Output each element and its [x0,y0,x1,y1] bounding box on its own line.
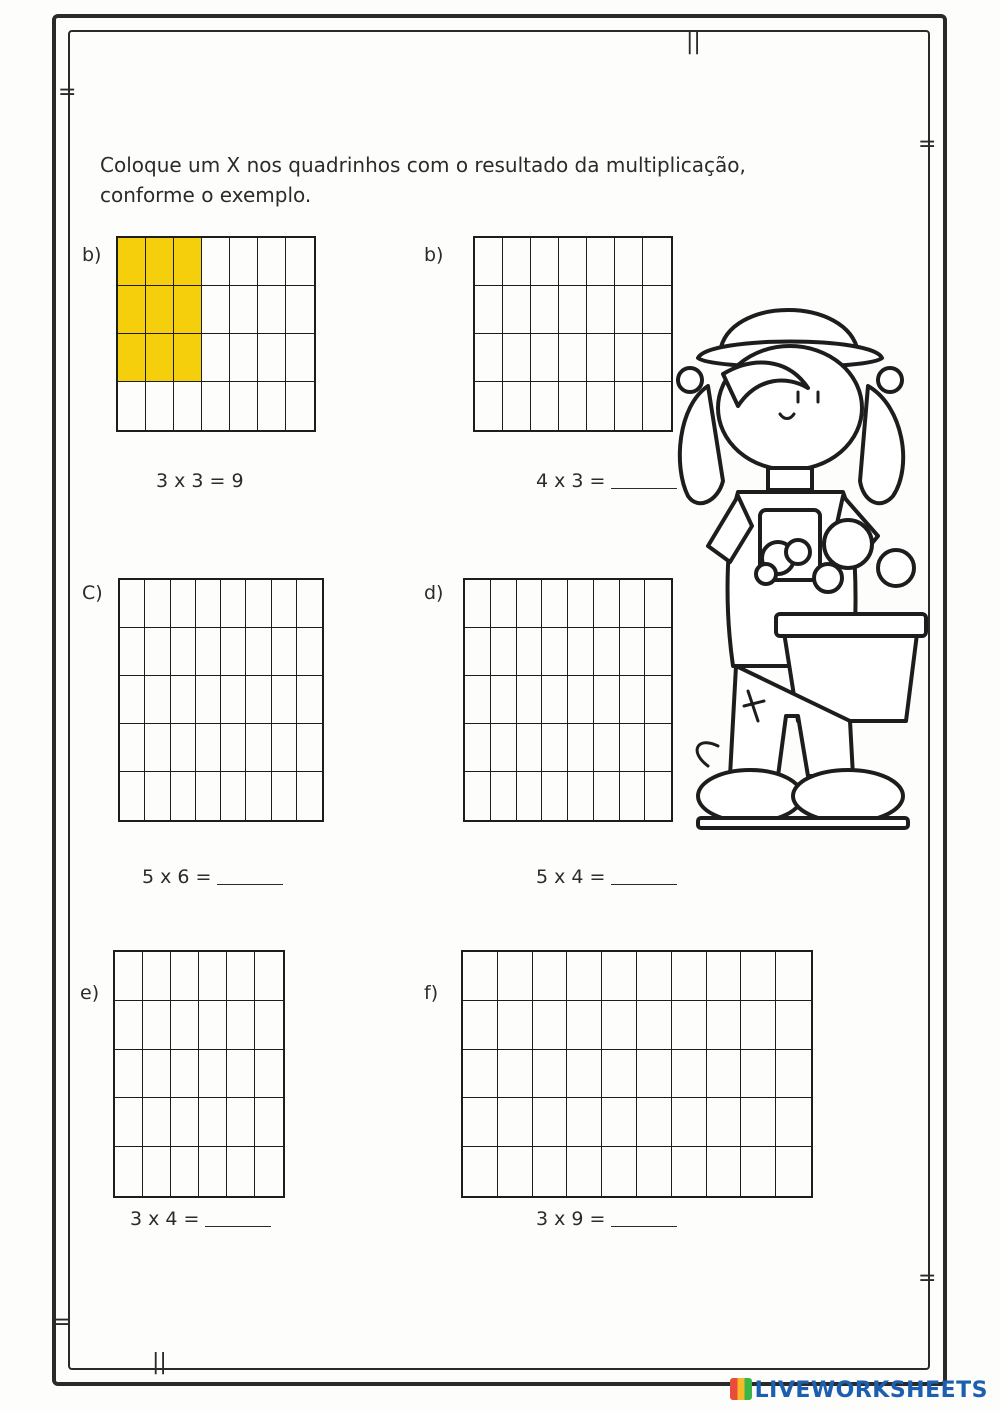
grid-cell[interactable] [115,1147,143,1196]
grid-cell[interactable] [258,382,286,430]
grid-cell[interactable] [602,1050,637,1099]
grid-cell[interactable] [171,724,196,772]
grid-cell[interactable] [246,580,271,628]
grid-cell[interactable] [503,238,531,286]
grid-cell[interactable] [475,382,503,430]
grid-cell[interactable] [227,1001,255,1050]
grid-cell[interactable] [120,676,145,724]
grid-cell[interactable] [171,628,196,676]
frame-tick-icon: = [918,132,937,157]
grid-cell[interactable] [196,628,221,676]
grid-cell[interactable] [517,580,543,628]
grid-cell[interactable] [531,286,559,334]
grid-cell[interactable] [559,286,587,334]
equation [156,470,244,492]
grid-cell[interactable] [255,1147,283,1196]
grid-cell[interactable] [120,628,145,676]
grid-cell[interactable] [602,1147,637,1196]
grid-cell[interactable] [118,334,146,382]
grid-cell[interactable] [542,676,568,724]
grid-cell[interactable] [227,1098,255,1147]
grid-cell[interactable] [174,286,202,334]
equation [536,1208,677,1230]
grid-cell[interactable] [174,238,202,286]
grid-cell[interactable] [199,1001,227,1050]
equation-text: 3 x 4 = [130,1208,200,1230]
grid-cell[interactable] [567,1098,602,1147]
exercise-label: b) [424,244,444,266]
grid-cell[interactable] [491,676,517,724]
grid-cell[interactable] [637,1050,672,1099]
grid-cell[interactable] [542,580,568,628]
grid-cell[interactable] [531,238,559,286]
grid-cell[interactable] [620,628,646,676]
grid-cell[interactable] [230,286,258,334]
grid-cell[interactable] [594,724,620,772]
exercise-label: C) [82,582,103,604]
grid-cell[interactable] [463,952,498,1001]
liveworksheets-logo[interactable] [730,1378,988,1403]
grid-cell[interactable] [542,628,568,676]
grid-cell[interactable] [637,1098,672,1147]
grid-cell[interactable] [776,1147,811,1196]
grid-cell[interactable] [286,334,314,382]
grid-cell[interactable] [776,1050,811,1099]
grid-cell[interactable] [202,334,230,382]
grid-cell[interactable] [227,1147,255,1196]
grid-cell[interactable] [741,1098,776,1147]
grid-cell[interactable] [171,952,199,1001]
grid-cell[interactable] [587,334,615,382]
grid-cell[interactable] [594,772,620,820]
grid-cell[interactable] [171,1147,199,1196]
grid-cell[interactable] [463,1147,498,1196]
grid-cell[interactable] [221,676,246,724]
grid-cell[interactable] [171,772,196,820]
grid-cell[interactable] [707,1098,742,1147]
grid-cell[interactable] [227,952,255,1001]
grid-cell[interactable] [776,1001,811,1050]
grid-cell[interactable] [202,382,230,430]
grid-cell[interactable] [741,952,776,1001]
grid-cell[interactable] [587,238,615,286]
grid-cell[interactable] [171,1001,199,1050]
equation [536,866,677,888]
grid-cell[interactable] [255,1001,283,1050]
multiplication-grid[interactable] [118,578,324,822]
grid-cell[interactable] [741,1147,776,1196]
multiplication-grid[interactable] [113,950,285,1198]
grid-cell[interactable] [255,1050,283,1099]
girl-with-flower-pot-icon [668,296,938,856]
grid-cell[interactable] [286,286,314,334]
grid-cell[interactable] [272,676,297,724]
grid-cell[interactable] [143,1050,171,1099]
grid-cell[interactable] [255,1098,283,1147]
grid-cell[interactable] [463,1098,498,1147]
instruction-text [100,150,900,210]
grid-cell[interactable] [498,952,533,1001]
grid-cell[interactable] [491,772,517,820]
grid-cell[interactable] [517,724,543,772]
equation [142,866,283,888]
grid-cell[interactable] [643,382,671,430]
grid-cell[interactable] [672,1050,707,1099]
frame-tick-icon: = [918,1266,937,1291]
frame-tick-icon: || [686,30,701,55]
grid-cell[interactable] [199,1098,227,1147]
grid-cell[interactable] [146,334,174,382]
grid-cell[interactable] [567,1147,602,1196]
grid-cell[interactable] [568,676,594,724]
grid-cell[interactable] [174,382,202,430]
grid-cell[interactable] [230,382,258,430]
grid-cell[interactable] [594,676,620,724]
grid-cell[interactable] [568,628,594,676]
equation-text: 5 x 4 = [536,866,606,888]
grid-cell[interactable] [221,724,246,772]
grid-cell[interactable] [567,952,602,1001]
grid-cell[interactable] [297,628,322,676]
grid-cell[interactable] [145,580,170,628]
grid-cell[interactable] [587,286,615,334]
grid-cell[interactable] [118,238,146,286]
grid-cell[interactable] [672,1001,707,1050]
grid-cell[interactable] [171,676,196,724]
grid-cell[interactable] [297,676,322,724]
grid-cell[interactable] [118,382,146,430]
grid-cell[interactable] [567,1050,602,1099]
grid-cell[interactable] [707,1001,742,1050]
grid-cell[interactable] [199,952,227,1001]
grid-cell[interactable] [227,1050,255,1099]
grid-cell[interactable] [221,580,246,628]
grid-cell[interactable] [707,1147,742,1196]
grid-cell[interactable] [475,238,503,286]
grid-cell[interactable] [272,580,297,628]
brand-text: LIVEWORKSHEETS [754,1378,988,1403]
grid-cell[interactable] [118,286,146,334]
grid-cell[interactable] [542,724,568,772]
grid-cell[interactable] [465,628,491,676]
grid-cell[interactable] [533,1050,568,1099]
grid-cell[interactable] [145,772,170,820]
grid-cell[interactable] [297,772,322,820]
grid-cell[interactable] [637,952,672,1001]
equation-text: 3 x 9 = [536,1208,606,1230]
instruction-line-2: conforme o exemplo. [100,183,312,207]
grid-cell[interactable] [465,580,491,628]
equation-text: 5 x 6 = [142,866,212,888]
equation-text: 4 x 3 = [536,470,606,492]
grid-cell[interactable] [297,724,322,772]
grid-cell[interactable] [491,580,517,628]
grid-cell[interactable] [272,724,297,772]
grid-cell[interactable] [643,238,671,286]
grid-cell[interactable] [533,1147,568,1196]
grid-cell[interactable] [533,1098,568,1147]
grid-cell[interactable] [559,238,587,286]
answer-blank[interactable] [205,1208,271,1227]
grid-cell[interactable] [258,238,286,286]
grid-cell[interactable] [776,1098,811,1147]
grid-cell[interactable] [533,1001,568,1050]
grid-cell[interactable] [517,628,543,676]
grid-cell[interactable] [568,580,594,628]
equation-text: 3 x 3 = 9 [156,470,244,492]
frame-tick-icon: = [52,1310,71,1335]
grid-cell[interactable] [258,286,286,334]
grid-cell[interactable] [517,772,543,820]
grid-cell[interactable] [221,628,246,676]
grid-cell[interactable] [672,952,707,1001]
grid-cell[interactable] [230,334,258,382]
grid-cell[interactable] [531,382,559,430]
grid-cell[interactable] [615,286,643,334]
grid-cell[interactable] [517,676,543,724]
grid-cell[interactable] [221,772,246,820]
grid-cell[interactable] [741,1050,776,1099]
grid-cell[interactable] [115,952,143,1001]
grid-cell[interactable] [498,1098,533,1147]
grid-cell[interactable] [196,724,221,772]
grid-cell[interactable] [246,676,271,724]
grid-cell[interactable] [465,724,491,772]
grid-cell[interactable] [258,334,286,382]
grid-cell[interactable] [230,238,258,286]
grid-cell[interactable] [707,952,742,1001]
grid-cell[interactable] [465,772,491,820]
grid-cell[interactable] [615,238,643,286]
grid-cell[interactable] [594,628,620,676]
grid-cell[interactable] [202,238,230,286]
multiplication-grid[interactable] [461,950,813,1198]
grid-cell[interactable] [475,334,503,382]
multiplication-grid[interactable] [116,236,316,432]
grid-cell[interactable] [620,724,646,772]
grid-cell[interactable] [643,286,671,334]
grid-cell[interactable] [146,286,174,334]
grid-cell[interactable] [463,1050,498,1099]
grid-cell[interactable] [171,1050,199,1099]
grid-cell[interactable] [463,1001,498,1050]
exercise-label: b) [82,244,102,266]
grid-cell[interactable] [272,628,297,676]
grid-cell[interactable] [637,1001,672,1050]
grid-cell[interactable] [143,952,171,1001]
grid-cell[interactable] [707,1050,742,1099]
grid-cell[interactable] [741,1001,776,1050]
grid-cell[interactable] [559,382,587,430]
grid-cell[interactable] [171,580,196,628]
grid-cell[interactable] [533,952,568,1001]
grid-cell[interactable] [615,382,643,430]
grid-cell[interactable] [145,724,170,772]
grid-cell[interactable] [531,334,559,382]
grid-cell[interactable] [498,1050,533,1099]
grid-cell[interactable] [199,1050,227,1099]
grid-cell[interactable] [202,286,230,334]
grid-cell[interactable] [776,952,811,1001]
answer-blank[interactable] [217,866,283,885]
grid-cell[interactable] [567,1001,602,1050]
grid-cell[interactable] [568,724,594,772]
grid-cell[interactable] [246,772,271,820]
grid-cell[interactable] [602,1001,637,1050]
grid-cell[interactable] [196,580,221,628]
grid-cell[interactable] [475,286,503,334]
grid-cell[interactable] [171,1098,199,1147]
grid-cell[interactable] [145,676,170,724]
grid-cell[interactable] [297,580,322,628]
grid-cell[interactable] [503,382,531,430]
grid-cell[interactable] [143,1098,171,1147]
grid-cell[interactable] [145,628,170,676]
multiplication-grid[interactable] [473,236,673,432]
frame-tick-icon: = [58,80,77,105]
grid-cell[interactable] [246,628,271,676]
answer-blank[interactable] [611,866,677,885]
grid-cell[interactable] [115,1098,143,1147]
grid-cell[interactable] [672,1147,707,1196]
exercise-label: e) [80,982,100,1004]
grid-cell[interactable] [503,286,531,334]
grid-cell[interactable] [594,580,620,628]
grid-cell[interactable] [286,382,314,430]
liveworksheets-logo-icon [730,1378,752,1400]
grid-cell[interactable] [620,676,646,724]
grid-cell[interactable] [491,724,517,772]
grid-cell[interactable] [602,952,637,1001]
grid-cell[interactable] [559,334,587,382]
answer-blank[interactable] [611,1208,677,1227]
grid-cell[interactable] [542,772,568,820]
grid-cell[interactable] [498,1147,533,1196]
grid-cell[interactable] [174,334,202,382]
grid-cell[interactable] [637,1147,672,1196]
multiplication-grid[interactable] [463,578,673,822]
grid-cell[interactable] [615,334,643,382]
grid-cell[interactable] [602,1098,637,1147]
grid-cell[interactable] [672,1098,707,1147]
grid-cell[interactable] [255,952,283,1001]
grid-cell[interactable] [286,238,314,286]
frame-tick-icon: || [152,1350,167,1375]
grid-cell[interactable] [491,628,517,676]
grid-cell[interactable] [620,772,646,820]
grid-cell[interactable] [196,676,221,724]
grid-cell[interactable] [568,772,594,820]
grid-cell[interactable] [115,1050,143,1099]
exercise-label: f) [424,982,439,1004]
instruction-line-1: Coloque um X nos quadrinhos com o resultado da multiplicação, [100,153,746,177]
grid-cell[interactable] [146,382,174,430]
grid-cell[interactable] [498,1001,533,1050]
grid-cell[interactable] [199,1147,227,1196]
grid-cell[interactable] [272,772,297,820]
grid-cell[interactable] [143,1001,171,1050]
equation [536,470,677,492]
grid-cell[interactable] [246,724,271,772]
exercise-label: d) [424,582,444,604]
grid-cell[interactable] [146,238,174,286]
grid-cell[interactable] [503,334,531,382]
grid-cell[interactable] [643,334,671,382]
grid-cell[interactable] [196,772,221,820]
grid-cell[interactable] [465,676,491,724]
grid-cell[interactable] [120,772,145,820]
grid-cell[interactable] [115,1001,143,1050]
grid-cell[interactable] [587,382,615,430]
grid-cell[interactable] [120,724,145,772]
grid-cell[interactable] [143,1147,171,1196]
grid-cell[interactable] [120,580,145,628]
grid-cell[interactable] [620,580,646,628]
equation [130,1208,271,1230]
